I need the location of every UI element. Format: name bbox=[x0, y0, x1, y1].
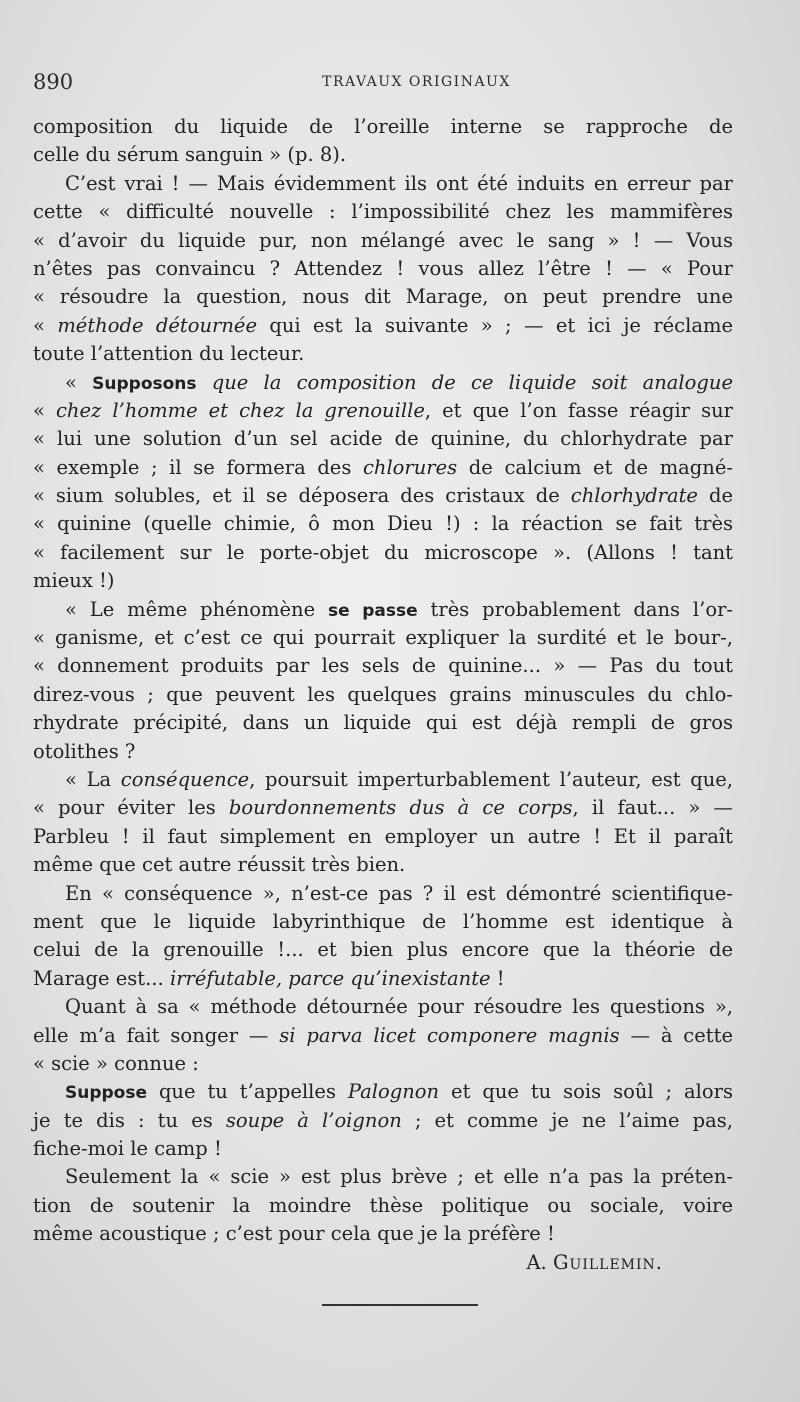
text-line: Marage est... irréfutable, parce qu’inexistante ! bbox=[33, 966, 505, 990]
text-line: « exemple ; il se formera des chlorures de calcium et de magné- bbox=[33, 455, 733, 479]
text-line: je te dis : tu es soupe à l’oignon ; et comme je ne l’aime pas, bbox=[33, 1108, 733, 1132]
text-line: « ganisme, et c’est ce qui pourrait expliquer la surdité et le bour-, bbox=[33, 626, 733, 650]
text-line: « sium solubles, et il se déposera des cristaux de chlorhydrate de bbox=[33, 484, 733, 508]
text-line: fiche-moi le camp ! bbox=[33, 1137, 222, 1161]
text-line: elle m’a fait songer — si parva licet componere magnis — à cette bbox=[33, 1023, 733, 1047]
text-line: « facilement sur le porte-objet du microscope ». (Allons ! tant bbox=[33, 540, 733, 564]
text-line: mieux !) bbox=[33, 569, 115, 593]
text-line: Seulement la « scie » est plus brève ; et elle n’a pas la préten- bbox=[65, 1165, 733, 1189]
text-line: cette « difficulté nouvelle : l’impossibilité chez les mammifères bbox=[33, 200, 733, 224]
text-line: « résoudre la question, nous dit Marage, on peut prendre une bbox=[33, 285, 733, 309]
text-line: composition du liquide de l’oreille interne se rapproche de bbox=[33, 115, 733, 138]
text-line: même que cet autre réussit très bien. bbox=[33, 853, 406, 877]
text-line: même acoustique ; c’est pour cela que je la préfère ! bbox=[33, 1222, 555, 1246]
text-line: Suppose que tu t’appelles Palognon et que tu sois soûl ; alors bbox=[65, 1080, 733, 1104]
text-line: rhydrate précipité, dans un liquide qui est déjà rempli de gros bbox=[33, 711, 733, 735]
text-line: C’est vrai ! — Mais évidemment ils ont été induits en erreur par bbox=[65, 171, 733, 195]
page-header bbox=[33, 70, 760, 100]
text-line: « méthode détournée qui est la suivante » ; — et ici je réclame bbox=[33, 313, 733, 337]
text-line: Parbleu ! il faut simplement en employer un autre ! Et il paraît bbox=[33, 824, 733, 848]
text-line: « quinine (quelle chimie, ô mon Dieu !) : la réaction se fait très bbox=[33, 512, 733, 536]
text-line: « scie » connue : bbox=[33, 1051, 199, 1075]
text-line: celui de la grenouille !... et bien plus encore que la théorie de bbox=[33, 938, 733, 962]
text-line: celle du sérum sanguin » (p. 8). bbox=[33, 143, 347, 167]
text-line: direz-vous ; que peuvent les quelques grains minuscules du chlo- bbox=[33, 682, 733, 706]
text-line: Quant à sa « méthode détournée pour résoudre les questions », bbox=[65, 995, 733, 1019]
text-line: A. Guillemin. bbox=[526, 1250, 663, 1274]
text-line: « pour éviter les bourdonnements dus à ce corps, il faut... » — bbox=[33, 796, 734, 820]
text-line: tion de soutenir la moindre thèse politique ou sociale, voire bbox=[33, 1193, 733, 1217]
text-line: En « conséquence », n’est-ce pas ? il est démontré scientifique- bbox=[65, 881, 733, 905]
text-line: ment que le liquide labyrinthique de l’homme est identique à bbox=[33, 909, 733, 933]
article-body bbox=[33, 113, 733, 1277]
text-line: « chez l’homme et chez la grenouille, et que l’on fasse réagir sur bbox=[33, 398, 733, 422]
text-line: « d’avoir du liquide pur, non mélangé avec le sang » ! — Vous bbox=[33, 228, 733, 252]
text-line: « La conséquence, poursuit imperturbablement l’auteur, est que, bbox=[65, 767, 733, 791]
running-head: TRAVAUX ORIGINAUX bbox=[322, 74, 511, 90]
text-line: toute l’attention du lecteur. bbox=[33, 342, 305, 366]
text-line: « donnement produits par les sels de quinine... » — Pas du tout bbox=[33, 654, 733, 678]
text-line: « Supposons que la composition de ce liquide soit analogue bbox=[65, 370, 733, 394]
text-line: n’êtes pas convaincu ? Attendez ! vous allez l’être ! — « Pour bbox=[33, 256, 733, 280]
text-line: « Le même phénomène se passe très probablement dans l’or- bbox=[65, 597, 733, 621]
text-line: « lui une solution d’un sel acide de quinine, du chlorhydrate par bbox=[33, 427, 733, 451]
text-line: otolithes ? bbox=[33, 739, 136, 763]
page-number: 890 bbox=[33, 70, 74, 94]
end-rule bbox=[322, 1304, 478, 1306]
